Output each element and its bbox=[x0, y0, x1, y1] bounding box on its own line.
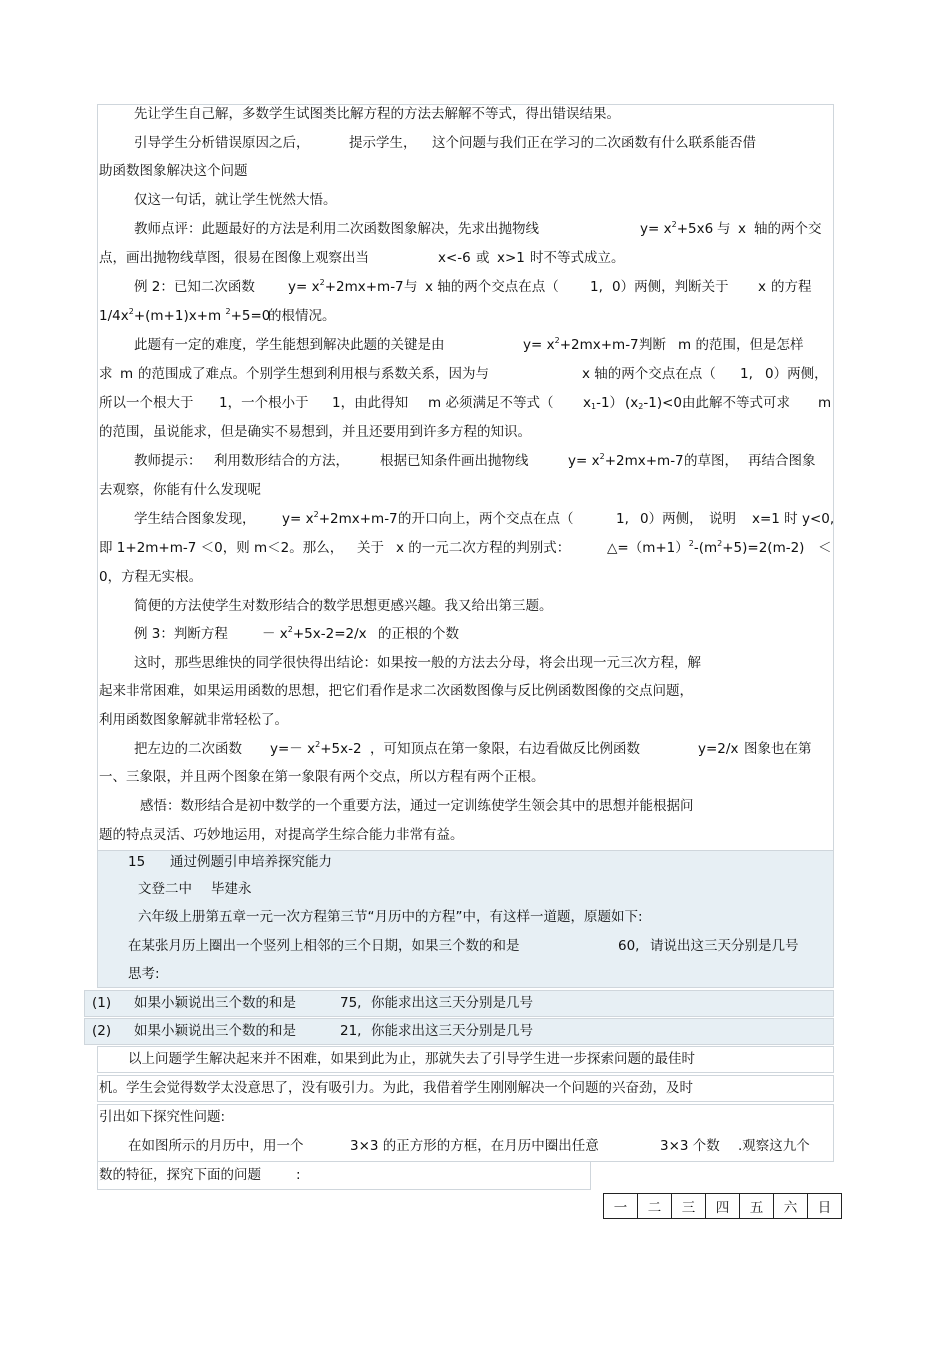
question-main-b: 60, bbox=[618, 938, 640, 954]
para-4-part-g: x<-6 bbox=[438, 250, 471, 266]
para-13-line-2: 题的特点灵活、巧妙地运用，对提高学生综合能力非常有益。 bbox=[99, 827, 464, 843]
para-4-part-e: 轴的两个交 bbox=[754, 221, 822, 237]
question-1-text-a: 如果小颖说出三个数的和是 bbox=[134, 995, 296, 1011]
para-7-part-g: 去观察，你能有什么发现呢 bbox=[99, 482, 261, 498]
para-6-x2: $(x_2-1)<0$. bbox=[625, 395, 687, 411]
para-8-part-e: 0）两侧， bbox=[640, 511, 703, 527]
para-10-formula: － $x^2+5x-2=2/x$ bbox=[262, 625, 367, 642]
para-2-part-b: 提示学生， bbox=[349, 135, 417, 151]
author-name: 毕建永 bbox=[211, 881, 252, 897]
para-9: 简便的方法使学生对数形结合的数学思想更感兴趣。我又给出第三题。 bbox=[134, 598, 553, 614]
para-5-formula: $y= x^2+2mx+m-7$ bbox=[288, 278, 404, 295]
para-5-part-j: 的根情况。 bbox=[268, 308, 336, 324]
para-4-part-a: 教师点评：此题最好的方法是利用二次函数图象解决，先求出抛物线 bbox=[134, 221, 539, 237]
para-4-part-f: 点，画出抛物线草图，很易在图像上观察出当 bbox=[99, 250, 369, 266]
para-8-part-a: 学生结合图象发现， bbox=[134, 511, 256, 527]
para-6-part-a: 此题有一定的难度，学生能想到解决此题的关键是由 bbox=[134, 337, 445, 353]
para-4-part-i: x>1 bbox=[497, 250, 525, 266]
para-6-part-j: 0）两侧， bbox=[765, 366, 828, 382]
para-4-part-h: 或 bbox=[476, 250, 490, 266]
para-7-part-a: 教师提示： bbox=[134, 453, 202, 469]
para-7-part-c: 根据已知条件画出抛物线 bbox=[380, 453, 529, 469]
para-6-part-i: 1, bbox=[740, 366, 753, 382]
question-main-c: 请说出这三天分别是几号 bbox=[650, 938, 799, 954]
para-1: 先让学生自己解，多数学生试图类比解方程的方法去解解不等式，得出错误结果。 bbox=[134, 106, 620, 122]
question-main-a: 在某张月历上圈出一个竖列上相邻的三个日期，如果三个数的和是 bbox=[128, 938, 520, 954]
para-5-equation: $1/4x^2+(m+1)x+m$ $^2$+5=0 bbox=[99, 307, 271, 324]
question-2-text-b: 21, bbox=[340, 1023, 362, 1039]
calendar-header-cell: 三 bbox=[672, 1194, 706, 1219]
para-6-part-f: m bbox=[120, 366, 134, 382]
para-5-part-h: 的方程 bbox=[771, 279, 812, 295]
para-7-part-b: 利用数形结合的方法， bbox=[214, 453, 349, 469]
para-5-part-e: 1, bbox=[590, 279, 603, 295]
para-8-discriminant: $\triangle=(m+1)^2-(m^2+5)=2(m-2)$ bbox=[607, 539, 805, 556]
para-6-part-c: 判断 bbox=[639, 337, 666, 353]
para-6-part-l: 1，一个根小于 bbox=[219, 395, 309, 411]
para-6-part-r: m bbox=[818, 395, 832, 411]
para-6-part-g: 的范围成了难点。个别学生想到利用根与系数关系，因为与 bbox=[138, 366, 489, 382]
para-10-part-a: 例 3：判断方程 bbox=[134, 626, 228, 642]
para-5-part-f: 0）两侧，判断关于 bbox=[612, 279, 729, 295]
question-intro: 六年级上册第五章一元一次方程第三节“月历中的方程”中，有这样一道题，原题如下: bbox=[138, 909, 643, 925]
para-8-part-f: 说明 bbox=[709, 511, 736, 527]
para-3: 仅这一句话，就让学生恍然大悟。 bbox=[134, 192, 337, 208]
left-rule bbox=[97, 104, 98, 852]
question-1-number: (1) bbox=[92, 995, 112, 1011]
para-8-part-l: ＜ bbox=[818, 540, 832, 556]
para-6-part-m: 1，由此得知 bbox=[332, 395, 409, 411]
section-title: 通过例题引申培养探究能力 bbox=[170, 854, 332, 870]
para-5-part-a: 例 2：已知二次函数 bbox=[134, 279, 255, 295]
para-6-formula: $y= x^2+2mx+m-7$ bbox=[523, 336, 639, 353]
question-2-text-a: 如果小颖说出三个数的和是 bbox=[134, 1023, 296, 1039]
para-6-part-k: 所以一个根大于 bbox=[99, 395, 194, 411]
para-5-part-c: 与 bbox=[404, 279, 418, 295]
para-2-part-d: 助函数图象解决这个问题 bbox=[99, 163, 248, 179]
remark-line-5-colon: : bbox=[296, 1167, 301, 1183]
para-12-part-c: ，可知顶点在第一象限，右边看做反比例函数 bbox=[370, 741, 640, 757]
calendar-header-cell: 六 bbox=[774, 1194, 808, 1219]
section-number: 15 bbox=[128, 854, 146, 870]
remark-line-4-d: .观察这九个 bbox=[738, 1138, 810, 1154]
para-2-part-c: 这个问题与我们正在学习的二次函数有什么联系能否借 bbox=[432, 135, 756, 151]
para-4-formula: $y= x^2+5x6$ bbox=[640, 220, 714, 237]
question-2-number: (2) bbox=[92, 1023, 112, 1039]
para-6-part-n: m 必须满足不等式（ bbox=[428, 395, 554, 411]
para-4-part-j: 时不等式成立。 bbox=[530, 250, 625, 266]
para-5-part-g: x bbox=[758, 279, 766, 295]
para-8-part-g: x=1 时 y<0, bbox=[752, 511, 835, 527]
calendar-header-cell: 二 bbox=[638, 1194, 672, 1219]
para-10-part-d: 的正根的个数 bbox=[378, 626, 459, 642]
question-1-text-b: 75, bbox=[340, 995, 362, 1011]
para-8-part-h: 即 1+2m+m-7 ＜0，则 m＜2。那么， bbox=[99, 540, 344, 556]
para-8-part-j: x 的一元二次方程的判别式： bbox=[396, 540, 571, 556]
para-8-part-c: 的开口向上，两个交点在点（ bbox=[398, 511, 574, 527]
right-rule bbox=[833, 104, 834, 852]
calendar-table bbox=[603, 1193, 842, 1219]
remark-line-4-b: 3×3 的正方形的方框，在月历中圈出任意 bbox=[350, 1138, 599, 1154]
remark-line-1: 以上问题学生解决起来并不困难，如果到此为止，那就失去了引导学生进一步探索问题的最佳时 bbox=[128, 1051, 695, 1067]
para-6-part-h: x 轴的两个交点在点（ bbox=[582, 366, 716, 382]
para-11-line-2: 起来非常困难，如果运用函数的思想，把它们看作是求二次函数图像与反比例函数图像的交点问题， bbox=[99, 683, 693, 699]
calendar-header-row bbox=[604, 1194, 842, 1219]
para-7-part-e: 的草图， bbox=[684, 453, 738, 469]
para-4-part-d: x bbox=[738, 221, 746, 237]
para-8-part-i: 关于 bbox=[357, 540, 384, 556]
para-11-line-1: 这时，那些思维快的同学很快得出结论：如果按一般的方法去分母，将会出现一元三次方程，解 bbox=[134, 655, 701, 671]
para-11-line-3: 利用函数图象解就非常轻松了。 bbox=[99, 712, 288, 728]
para-6-x1: $x_1-1$） bbox=[583, 395, 624, 411]
para-8-formula: $y= x^2+2mx+m-7$ bbox=[282, 510, 398, 527]
para-7-formula: $y= x^2+2mx+m-7$ bbox=[568, 452, 684, 469]
remark-line-5: 数的特征，探究下面的问题 bbox=[99, 1167, 261, 1183]
remark-line-4-a: 在如图所示的月历中，用一个 bbox=[128, 1138, 304, 1154]
para-5-part-d: x 轴的两个交点在点（ bbox=[425, 279, 559, 295]
remark-line-2: 机。学生会觉得数学太没意思了，没有吸引力。为此，我借着学生刚刚解决一个问题的兴奋劲，及时 bbox=[99, 1080, 693, 1096]
para-12-formula: $y=- x^2+5x-2$ bbox=[270, 740, 362, 757]
para-7-part-f: 再结合图象 bbox=[748, 453, 816, 469]
para-13-line-1: 感悟：数形结合是初中数学的一个重要方法，通过一定训练使学生领会其中的思想并能根据问 bbox=[140, 798, 694, 814]
para-6-part-e: 求 bbox=[99, 366, 113, 382]
calendar-header-cell: 一 bbox=[604, 1194, 638, 1219]
remark-line-4-c: 3×3 个数 bbox=[660, 1138, 720, 1154]
question-2-text-c: 你能求出这三天分别是几号 bbox=[371, 1023, 533, 1039]
question-think: 思考: bbox=[128, 966, 160, 982]
calendar-header-cell: 日 bbox=[808, 1194, 842, 1219]
para-12-part-f: 一、三象限，并且两个图象在第一象限有两个交点，所以方程有两个正根。 bbox=[99, 769, 545, 785]
remark-line-3: 引出如下探究性问题: bbox=[99, 1109, 226, 1125]
para-4-part-c: 与 bbox=[717, 221, 731, 237]
para-8-part-m: 0，方程无实根。 bbox=[99, 569, 203, 585]
para-6-part-d: m 的范围，但是怎样 bbox=[678, 337, 804, 353]
calendar-header-cell: 四 bbox=[706, 1194, 740, 1219]
para-12-part-e: 图象也在第 bbox=[744, 741, 812, 757]
para-6-part-q: 由此解不等式可求 bbox=[682, 395, 790, 411]
para-12-part-a: 把左边的二次函数 bbox=[134, 741, 242, 757]
para-2-part-a: 引导学生分析错误原因之后， bbox=[134, 135, 310, 151]
para-8-part-d: 1, bbox=[616, 511, 629, 527]
question-1-text-c: 你能求出这三天分别是几号 bbox=[371, 995, 533, 1011]
calendar-header-cell: 五 bbox=[740, 1194, 774, 1219]
author-school: 文登二中 bbox=[138, 881, 192, 897]
para-12-part-d: y=2/x bbox=[698, 741, 739, 757]
para-6-part-s: 的范围，虽说能求，但是确实不易想到，并且还要用到许多方程的知识。 bbox=[99, 424, 531, 440]
